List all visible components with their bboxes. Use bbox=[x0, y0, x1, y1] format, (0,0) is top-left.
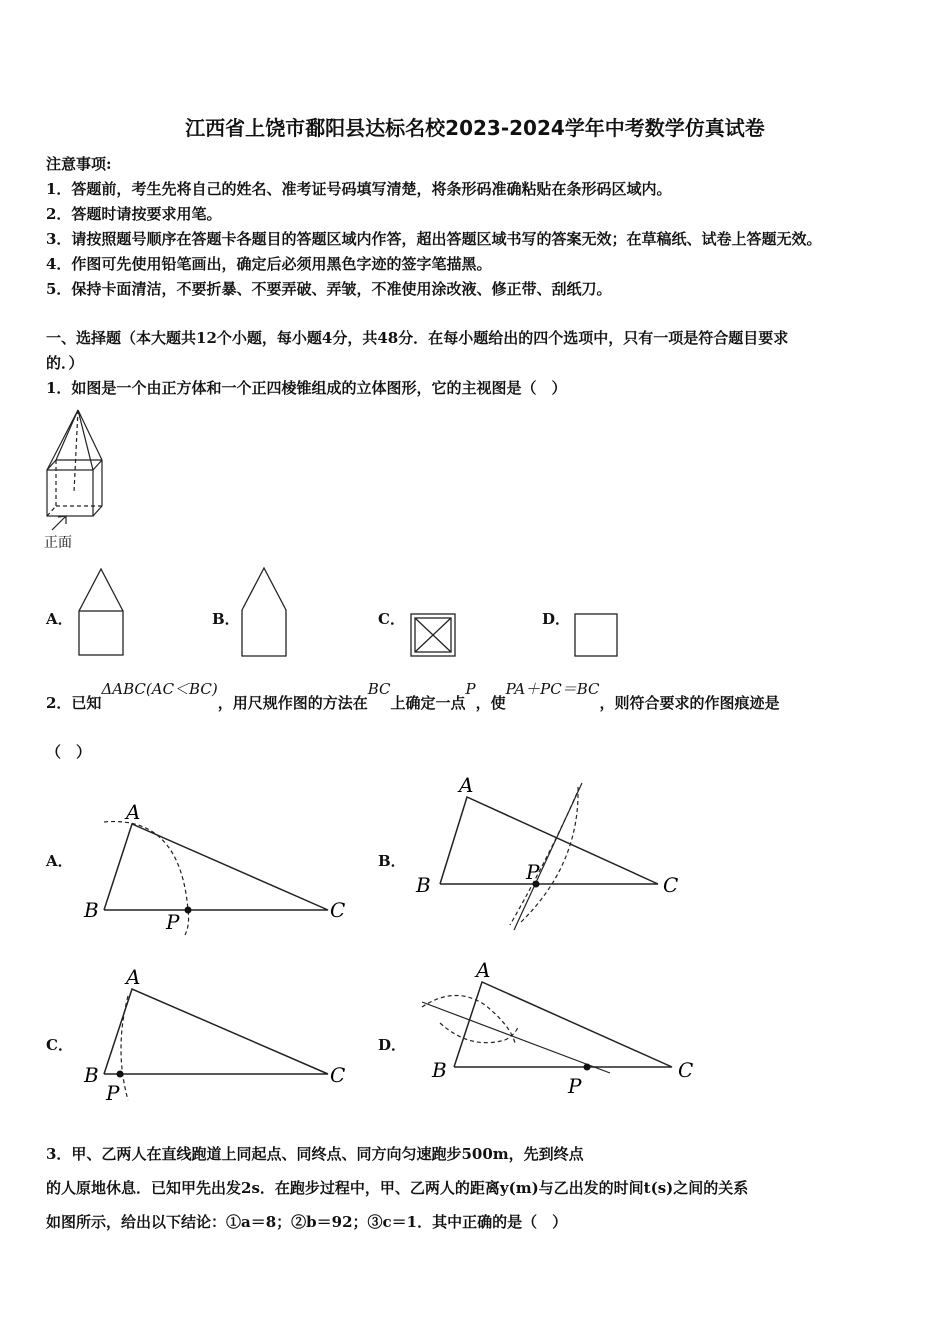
q1-option-a-label: A． bbox=[46, 610, 73, 628]
notice-item: 2．答题时请按要求用笔。 bbox=[46, 205, 222, 223]
point-p: P bbox=[526, 860, 540, 884]
point-p: P bbox=[568, 1074, 582, 1098]
question-2-stem bbox=[46, 680, 780, 713]
q2-text: 上确定一点 bbox=[390, 694, 466, 712]
vertex-b: B bbox=[416, 873, 431, 897]
q2-text: ，则符合要求的作图痕迹是 bbox=[599, 694, 780, 712]
notice-item: 3．请按照题号顺序在答题卡各题目的答题区域内作答，超出答题区域书写的答案无效；在草稿纸、试卷上答题无效。 bbox=[46, 230, 822, 248]
notice-item: 5．保持卡面清洁，不要折暴、不要弄破、弄皱，不准使用涂改液、修正带、刮纸刀。 bbox=[46, 280, 612, 298]
question-1-stem: 1．如图是一个由正方体和一个正四棱锥组成的立体图形，它的主视图是（ ） bbox=[46, 379, 567, 397]
vertex-a: A bbox=[126, 800, 141, 824]
notice-item: 1．答题前，考生先将自己的姓名、准考证号码填写清楚，将条形码准确粘贴在条形码区域内。 bbox=[46, 180, 672, 198]
vertex-b: B bbox=[84, 1063, 99, 1087]
notice-item: 4．作图可先使用铅笔画出，确定后必须用黑色字迹的签字笔描黑。 bbox=[46, 255, 492, 273]
q2-math-p: P bbox=[465, 680, 476, 698]
notice-heading: 注意事项: bbox=[46, 155, 112, 173]
q1-option-a-figure[interactable] bbox=[76, 568, 126, 658]
q2-text: ，使 bbox=[475, 694, 506, 712]
section-heading-cont: 的．） bbox=[46, 354, 84, 372]
point-p: P bbox=[106, 1081, 120, 1105]
vertex-c: C bbox=[678, 1058, 694, 1082]
q2-answer-bracket: （ ） bbox=[46, 743, 92, 761]
q2-option-c-figure[interactable] bbox=[80, 960, 360, 1110]
q2-text: ，用尺规作图的方法在 bbox=[217, 694, 368, 712]
front-view-label: 正面 bbox=[44, 535, 72, 551]
question-3-line2: 的人原地休息．已知甲先出发2s．在跑步过程中，甲、乙两人的距离y(m)与乙出发的时间t(s)之间的关系 bbox=[46, 1179, 749, 1197]
question-3-line3: 如图所示，给出以下结论：①a＝8；②b＝92；③c＝1．其中正确的是（ ） bbox=[46, 1213, 568, 1231]
q1-option-c-label: C． bbox=[378, 610, 405, 628]
vertex-c: C bbox=[663, 873, 679, 897]
q1-option-d-figure[interactable] bbox=[573, 612, 619, 658]
q2-math-equation: PA＋PC＝BC bbox=[505, 680, 600, 698]
vertex-a: A bbox=[459, 773, 474, 797]
section-heading: 一、选择题（本大题共12个小题，每小题4分，共48分．在每小题给出的四个选项中，只有一项是符合题目要求 bbox=[46, 329, 789, 347]
point-p: P bbox=[166, 910, 180, 934]
vertex-c: C bbox=[330, 898, 346, 922]
q1-option-b-figure[interactable] bbox=[240, 566, 290, 658]
q1-option-b-label: B． bbox=[212, 610, 240, 628]
q2-option-a-figure[interactable] bbox=[80, 795, 360, 945]
q2-math-bc: BC bbox=[367, 680, 391, 698]
vertex-a: A bbox=[476, 958, 491, 982]
q1-option-c-figure[interactable] bbox=[409, 612, 459, 658]
q1-option-d-label: D． bbox=[542, 610, 571, 628]
q2-option-d-figure[interactable] bbox=[410, 955, 700, 1105]
vertex-a: A bbox=[126, 965, 141, 989]
q2-option-b-figure[interactable] bbox=[410, 775, 700, 945]
vertex-c: C bbox=[330, 1063, 346, 1087]
question-3-line1: 3．甲、乙两人在直线跑道上同起点、同终点、同方向匀速跑步500m，先到终点 bbox=[46, 1145, 584, 1163]
vertex-b: B bbox=[432, 1058, 447, 1082]
q2-text: 2．已知 bbox=[46, 694, 102, 712]
vertex-b: B bbox=[84, 898, 99, 922]
page-title: 江西省上饶市鄱阳县达标名校2023-2024学年中考数学仿真试卷 bbox=[185, 116, 765, 140]
q2-option-b-label: B． bbox=[378, 852, 406, 870]
q2-option-d-label: D． bbox=[378, 1036, 407, 1054]
q2-math-triangle: ΔABC(AC＜BC) bbox=[101, 680, 218, 698]
q2-option-c-label: C． bbox=[46, 1036, 73, 1054]
q2-option-a-label: A． bbox=[46, 852, 73, 870]
